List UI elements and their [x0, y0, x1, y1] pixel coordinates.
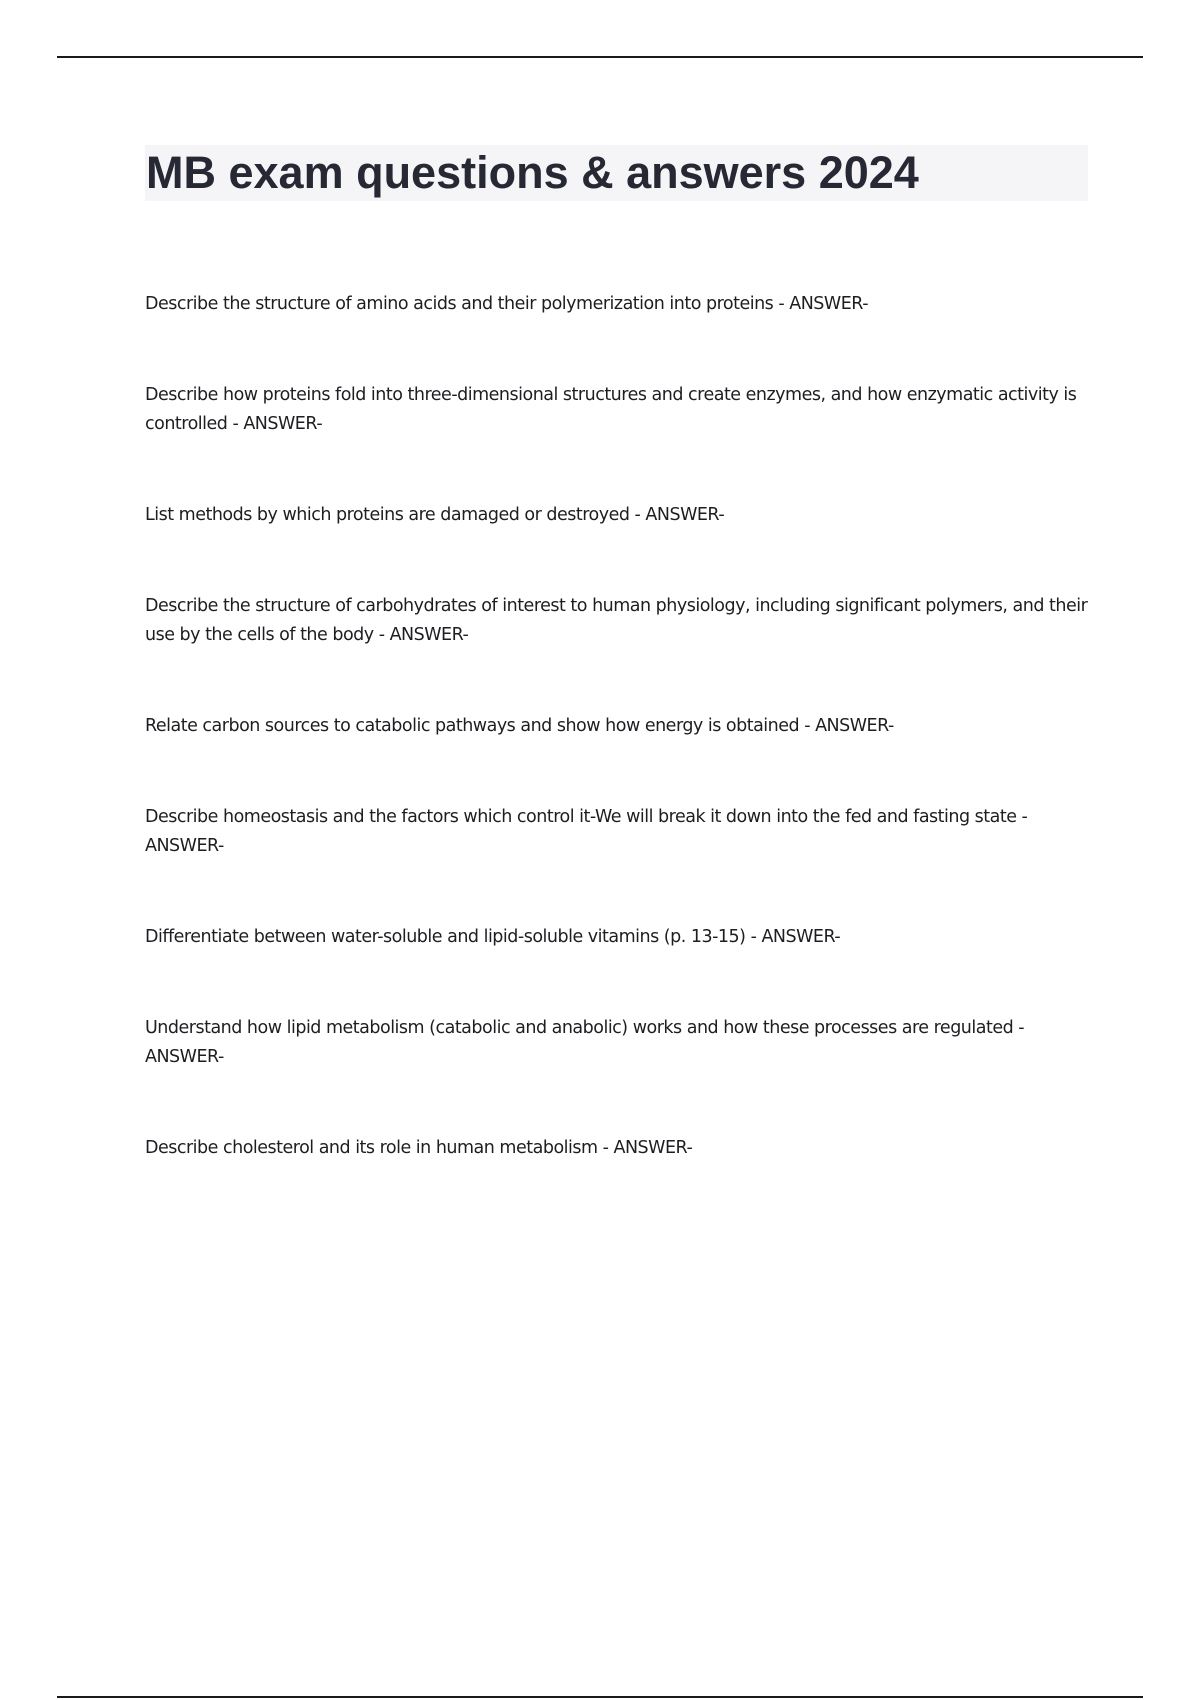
question-text: Relate carbon sources to catabolic pathways and show how energy is obtained - ANSWER-	[145, 716, 894, 736]
document-title: MB exam questions & answers 2024	[146, 147, 919, 198]
question-list	[145, 290, 1095, 1194]
footer-divider	[57, 1696, 1143, 1698]
question-text: Differentiate between water-soluble and lipid-soluble vitamins (p. 13-15) - ANSWER-	[145, 927, 841, 947]
question-item	[145, 1014, 1095, 1134]
question-item	[145, 923, 1095, 1014]
question-text: Understand how lipid metabolism (catabolic and anabolic) works and how these processes are regulated - ANSWER-	[145, 1018, 1025, 1067]
question-item	[145, 712, 1095, 803]
header-divider	[57, 56, 1143, 58]
question-item	[145, 381, 1095, 501]
question-item	[145, 1134, 1095, 1194]
question-item	[145, 592, 1095, 712]
question-text: Describe cholesterol and its role in human metabolism - ANSWER-	[145, 1138, 693, 1158]
question-text: Describe how proteins fold into three-dimensional structures and create enzymes, and how enzymatic activity is controlled - ANSWER-	[145, 385, 1077, 434]
question-text: Describe the structure of amino acids and their polymerization into proteins - ANSWER-	[145, 294, 869, 314]
question-item	[145, 803, 1095, 923]
question-item	[145, 501, 1095, 592]
question-text: Describe homeostasis and the factors which control it-We will break it down into the fed and fasting state - ANSWER-	[145, 807, 1028, 856]
question-text: Describe the structure of carbohydrates of interest to human physiology, including significant polymers, and their use by the cells of the body - ANSWER-	[145, 596, 1088, 645]
question-text: List methods by which proteins are damaged or destroyed - ANSWER-	[145, 505, 725, 525]
question-item	[145, 290, 1095, 381]
